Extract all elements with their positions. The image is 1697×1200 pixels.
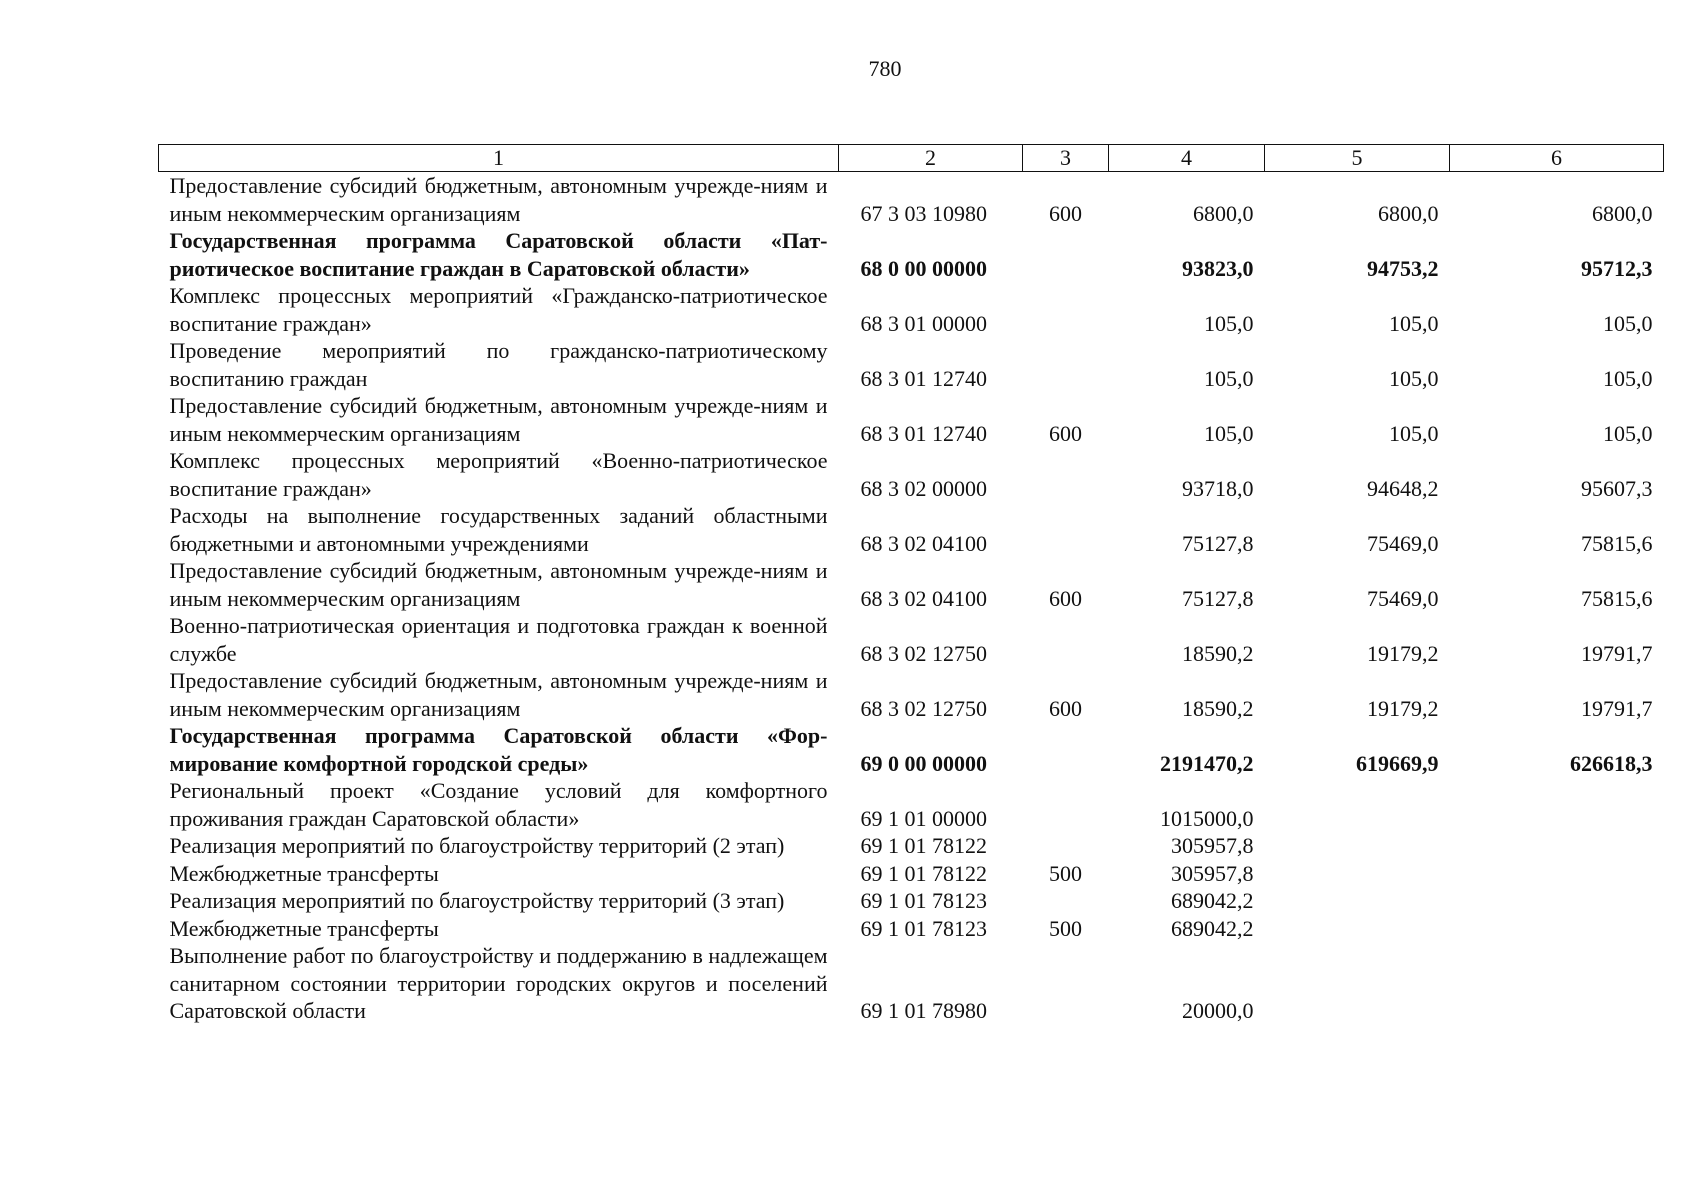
table-row bbox=[159, 392, 1664, 447]
row-amount-col5-cell: 19179,2 bbox=[1367, 640, 1439, 666]
row-name-cell: Реализация мероприятий по благоустройству территорий (3 этап) bbox=[169, 888, 785, 913]
row-name-cell: Предоставление субсидий бюджетным, автономным учрежде-ниям и иным некоммерческим организациям bbox=[169, 173, 828, 226]
table-row bbox=[159, 942, 1664, 1025]
row-amount-col6-cell: 6800,0 bbox=[1592, 200, 1653, 226]
table-row bbox=[159, 777, 1664, 832]
row-amount-col5-cell bbox=[1265, 860, 1450, 888]
row-amount-col6-cell: 626618,3 bbox=[1570, 750, 1653, 776]
row-amount-col5-cell: 75469,0 bbox=[1367, 585, 1439, 611]
row-amount-col6-cell: 105,0 bbox=[1603, 365, 1653, 391]
row-amount-col5-cell bbox=[1265, 832, 1450, 860]
row-amount-col4-cell: 305957,8 bbox=[1171, 860, 1254, 886]
row-amount-col6-cell bbox=[1450, 915, 1664, 943]
column-header: 3 bbox=[1023, 145, 1109, 172]
row-name-cell: Расходы на выполнение государственных заданий областными бюджетными и автономными учреждениями bbox=[169, 503, 828, 556]
row-amount-col4-cell: 105,0 bbox=[1204, 420, 1254, 446]
row-expense-type-cell bbox=[1023, 777, 1109, 832]
row-name-cell: Реализация мероприятий по благоустройству территорий (2 этап) bbox=[169, 833, 785, 858]
row-expense-type-cell bbox=[1023, 447, 1109, 502]
row-amount-col6-cell bbox=[1450, 942, 1664, 1025]
table-row bbox=[159, 557, 1664, 612]
row-amount-col4-cell: 305957,8 bbox=[1171, 833, 1254, 858]
row-name-cell: Межбюджетные трансферты bbox=[169, 860, 439, 886]
row-code-cell: 69 1 01 78980 bbox=[860, 998, 987, 1023]
row-amount-col5-cell: 75469,0 bbox=[1367, 530, 1439, 556]
column-header: 2 bbox=[839, 145, 1023, 172]
row-code-cell: 68 3 02 04100 bbox=[860, 530, 987, 556]
column-header: 6 bbox=[1450, 145, 1664, 172]
row-expense-type-cell: 600 bbox=[1049, 695, 1082, 721]
row-amount-col4-cell: 2191470,2 bbox=[1160, 750, 1254, 776]
header-row bbox=[159, 145, 1664, 172]
row-expense-type-cell bbox=[1023, 612, 1109, 667]
row-amount-col6-cell: 75815,6 bbox=[1581, 585, 1653, 611]
row-expense-type-cell: 500 bbox=[1049, 915, 1082, 941]
column-header: 1 bbox=[159, 145, 839, 172]
row-code-cell: 68 3 02 04100 bbox=[860, 585, 987, 611]
table-row bbox=[159, 667, 1664, 722]
table-row bbox=[159, 915, 1664, 943]
row-amount-col6-cell bbox=[1450, 887, 1664, 915]
row-name-cell: Региональный проект «Создание условий для комфортного проживания граждан Саратовской области» bbox=[169, 778, 828, 831]
row-amount-col5-cell bbox=[1265, 942, 1450, 1025]
table-row bbox=[159, 887, 1664, 915]
table-header bbox=[159, 145, 1664, 172]
row-amount-col5-cell: 94648,2 bbox=[1367, 475, 1439, 501]
row-amount-col6-cell: 95712,3 bbox=[1581, 255, 1653, 281]
row-code-cell: 69 1 01 00000 bbox=[860, 805, 987, 831]
row-amount-col4-cell: 18590,2 bbox=[1182, 695, 1254, 721]
row-amount-col6-cell: 105,0 bbox=[1603, 310, 1653, 336]
row-amount-col6-cell: 19791,7 bbox=[1581, 640, 1653, 666]
row-name-cell: Межбюджетные трансферты bbox=[169, 915, 439, 941]
row-amount-col4-cell: 105,0 bbox=[1204, 365, 1254, 391]
row-code-cell: 68 0 00 00000 bbox=[860, 255, 987, 281]
row-name-cell: Проведение мероприятий по гражданско-патриотическому воспитанию граждан bbox=[169, 338, 828, 391]
table-row bbox=[159, 282, 1664, 337]
table-row bbox=[159, 860, 1664, 888]
table-row bbox=[159, 722, 1664, 777]
row-name-cell: Предоставление субсидий бюджетным, автономным учрежде-ниям и иным некоммерческим организациям bbox=[169, 668, 828, 721]
row-amount-col5-cell: 19179,2 bbox=[1367, 695, 1439, 721]
page-number: 780 bbox=[868, 56, 902, 81]
row-expense-type-cell: 500 bbox=[1049, 860, 1082, 886]
table-row bbox=[159, 172, 1664, 228]
row-amount-col6-cell: 95607,3 bbox=[1581, 475, 1653, 501]
table-row bbox=[159, 447, 1664, 502]
row-amount-col4-cell: 18590,2 bbox=[1182, 640, 1254, 666]
row-expense-type-cell bbox=[1023, 227, 1109, 282]
row-expense-type-cell bbox=[1023, 502, 1109, 557]
table-row bbox=[159, 612, 1664, 667]
column-header: 4 bbox=[1109, 145, 1265, 172]
row-amount-col4-cell: 689042,2 bbox=[1171, 915, 1254, 941]
row-amount-col4-cell: 93718,0 bbox=[1182, 475, 1254, 501]
row-amount-col5-cell: 105,0 bbox=[1389, 365, 1439, 391]
row-expense-type-cell: 600 bbox=[1049, 585, 1082, 611]
row-amount-col4-cell: 93823,0 bbox=[1182, 255, 1254, 281]
row-expense-type-cell bbox=[1023, 282, 1109, 337]
table-row bbox=[159, 832, 1664, 860]
table-body bbox=[159, 172, 1664, 1025]
row-amount-col4-cell: 6800,0 bbox=[1193, 200, 1254, 226]
row-amount-col6-cell bbox=[1450, 777, 1664, 832]
row-amount-col4-cell: 105,0 bbox=[1204, 310, 1254, 336]
row-amount-col6-cell: 75815,6 bbox=[1581, 530, 1653, 556]
row-amount-col4-cell: 1015000,0 bbox=[1160, 805, 1254, 831]
row-amount-col6-cell bbox=[1450, 832, 1664, 860]
row-code-cell: 69 1 01 78123 bbox=[860, 915, 987, 941]
table-row bbox=[159, 337, 1664, 392]
row-code-cell: 68 3 01 12740 bbox=[860, 365, 987, 391]
row-name-cell: Комплекс процессных мероприятий «Военно-патриотическое воспитание граждан» bbox=[169, 448, 828, 501]
row-expense-type-cell: 600 bbox=[1049, 420, 1082, 446]
row-amount-col4-cell: 75127,8 bbox=[1182, 585, 1254, 611]
row-code-cell: 69 1 01 78123 bbox=[860, 888, 987, 913]
row-amount-col5-cell bbox=[1265, 915, 1450, 943]
row-amount-col5-cell: 94753,2 bbox=[1367, 255, 1439, 281]
row-amount-col4-cell: 75127,8 bbox=[1182, 530, 1254, 556]
row-code-cell: 69 0 00 00000 bbox=[860, 750, 987, 776]
row-name-cell: Выполнение работ по благоустройству и поддержанию в надлежащем санитарном состоянии территории городских округов и поселений Саратовской области bbox=[169, 943, 828, 1023]
row-amount-col6-cell bbox=[1450, 860, 1664, 888]
row-name-cell: Предоставление субсидий бюджетным, автономным учрежде-ниям и иным некоммерческим организациям bbox=[169, 558, 828, 611]
row-code-cell: 68 3 02 12750 bbox=[860, 695, 987, 721]
row-amount-col5-cell bbox=[1265, 887, 1450, 915]
row-amount-col6-cell: 19791,7 bbox=[1581, 695, 1653, 721]
row-amount-col5-cell: 619669,9 bbox=[1356, 750, 1439, 776]
row-code-cell: 69 1 01 78122 bbox=[860, 833, 987, 858]
row-code-cell: 68 3 01 12740 bbox=[860, 420, 987, 446]
table-row bbox=[159, 502, 1664, 557]
row-expense-type-cell bbox=[1023, 832, 1109, 860]
budget-table bbox=[158, 144, 1664, 1025]
row-expense-type-cell bbox=[1023, 887, 1109, 915]
row-code-cell: 68 3 02 00000 bbox=[860, 475, 987, 501]
row-amount-col5-cell: 105,0 bbox=[1389, 420, 1439, 446]
row-amount-col5-cell bbox=[1265, 777, 1450, 832]
row-name-cell: Военно-патриотическая ориентация и подготовка граждан к военной службе bbox=[169, 613, 828, 666]
row-name-cell: Государственная программа Саратовской области «Фор-мирование комфортной городской среды» bbox=[169, 723, 828, 776]
row-name-cell: Предоставление субсидий бюджетным, автономным учрежде-ниям и иным некоммерческим организациям bbox=[169, 393, 828, 446]
row-expense-type-cell bbox=[1023, 337, 1109, 392]
row-amount-col5-cell: 6800,0 bbox=[1378, 200, 1439, 226]
row-code-cell: 69 1 01 78122 bbox=[860, 860, 987, 886]
row-name-cell: Государственная программа Саратовской области «Пат-риотическое воспитание граждан в Саратовской области» bbox=[169, 228, 828, 281]
column-header: 5 bbox=[1265, 145, 1450, 172]
row-code-cell: 68 3 01 00000 bbox=[860, 310, 987, 336]
row-amount-col6-cell: 105,0 bbox=[1603, 420, 1653, 446]
row-amount-col5-cell: 105,0 bbox=[1389, 310, 1439, 336]
row-expense-type-cell bbox=[1023, 942, 1109, 1025]
row-expense-type-cell: 600 bbox=[1049, 200, 1082, 226]
row-name-cell: Комплекс процессных мероприятий «Гражданско-патриотическое воспитание граждан» bbox=[169, 283, 828, 336]
row-amount-col4-cell: 20000,0 bbox=[1182, 998, 1254, 1023]
row-expense-type-cell bbox=[1023, 722, 1109, 777]
row-amount-col4-cell: 689042,2 bbox=[1171, 888, 1254, 913]
table-row bbox=[159, 227, 1664, 282]
row-code-cell: 68 3 02 12750 bbox=[860, 640, 987, 666]
row-code-cell: 67 3 03 10980 bbox=[860, 200, 987, 226]
